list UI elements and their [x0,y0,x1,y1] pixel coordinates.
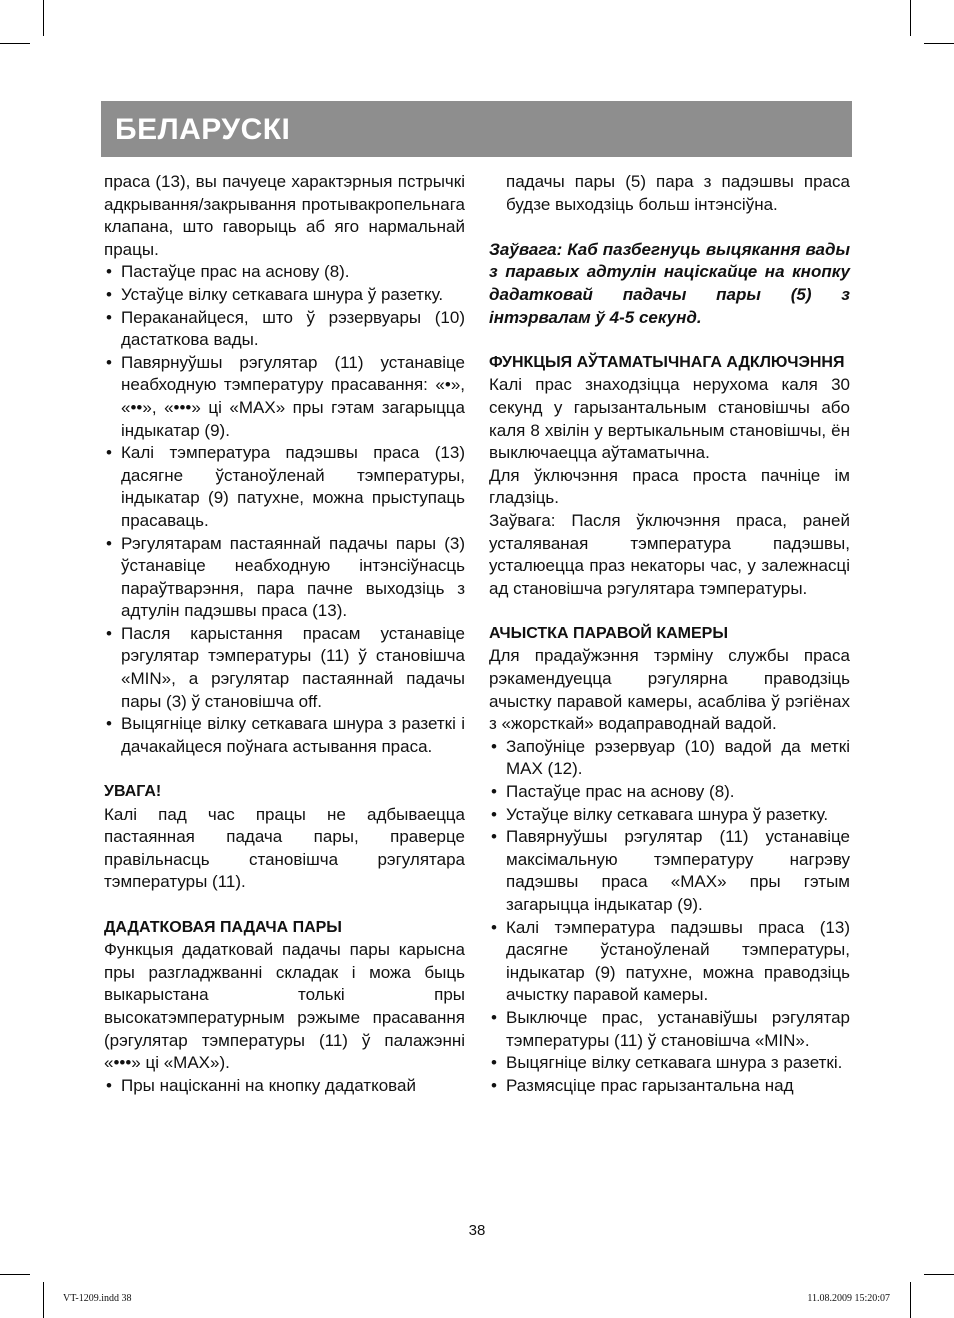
autooff-note: Заўвага: Пасля ўключэння праса, раней усталяваная тэмпература падэшвы, усталюецца праз некаторы час, у залежнасці ад становішча рэгулятара тэмпературы. [489,510,850,598]
list-item: • Павярнуўшы рэгулятар (11) устанавіце максімальную тэмпературу нагрэву падэшвы праса «MAX» пры гэтым загарыцца індыкатар (9). [489,826,850,916]
list-item: • Запоўніце рэзервуар (10) вадой да меткі MAX (12). [489,736,850,781]
crop-mark [0,43,30,44]
autooff-heading: ФУНКЦЫЯ АЎТАМАТЫЧНАГА АДКЛЮЧЭННЯ [489,353,845,371]
warning-text: Калі пад час працы не адбываецца пастаянная падача пары, праверце правільнасць становішча рэгулятара тэмпературы (11). [104,804,465,892]
crop-mark [924,1274,954,1275]
list-item: • Калі тэмпература падэшвы праса (13) дасягне ўстаноўленай тэмпературы, індыкатар (9) патухне, можна прыступаць прасаваць. [104,442,465,532]
list-item: • Калі тэмпература падэшвы праса (13) дасягне ўстаноўленай тэмпературы, індыкатар (9) патухне, можна праводзіць ачыстку паравой камеры. [489,917,850,1007]
list-item: • Пасля карыстання прасам устанавіце рэгулятар тэмпературы (11) ў становішча «MIN», а рэгулятар пастаяннай падачы пары (3) ў становішча off. [104,623,465,713]
list-item: • Выцягніце вілку сеткавага шнура з разеткі і дачакайцеся поўнага астывання праса. [104,713,465,758]
extra-steam-text: Функцыя дадатковай падачы пары карысна пры разгладжванні складак і можа быць выкарыстана толькі пры высокатэмпературным рэжыме прасавання (рэгулятар тэмпературы (11) ў палажэнні «•••» ці «MAX»). [104,940,465,1073]
list-item: • Устаўце вілку сеткавага шнура ў разетку. [104,284,465,307]
crop-mark [924,43,954,44]
footer-file-info: VT-1209.indd 38 [63,1293,132,1304]
page-number: 38 [468,1222,486,1239]
page-title: БЕЛАРУСКІ [115,113,291,146]
crop-mark [43,1282,44,1318]
cleaning-intro: Для прадаўжэння тэрміну службы праса рэкамендуецца рэгулярна праводзіць ачыстку паравой камеры, асабліва ў рэгіёнах з «жорсткай» водаправоднай вадой. [489,646,850,734]
list-item: • Пастаўце прас на аснову (8). [489,781,850,804]
list-item: • Выцягніце вілку сеткавага шнура з разеткі. [489,1052,850,1075]
intro-paragraph: праса (13), вы пачуеце характэрныя пстрычкі адкрывання/закрывання протывакропельнага клапана, што гаворыць аб яго нармальнай працы. [104,172,465,259]
footer-timestamp: 11.08.2009 15:20:07 [807,1293,890,1304]
cleaning-steps-list [489,736,850,1098]
crop-mark [910,1282,911,1318]
right-column [489,171,850,1097]
crop-mark [910,0,911,36]
autooff-paragraph: Калі прас знаходзіцца нерухома каля 30 секунд у гарызантальным становішчы або каля 8 хвілін у вертыкальным становішчы, ён выключаецца аўтаматычна. [489,375,850,463]
list-item: • Устаўце вілку сеткавага шнура ў разетку. [489,804,850,827]
section-header [101,101,852,157]
extra-steam-list [104,1075,465,1098]
steam-note: Заўвага: Каб пазбегнуць выцякання вады з паравых адтулін націскайце на кнопку дадатковай падачы пары (5) з інтэрвалам ў 4-5 секунд. [489,239,850,327]
ironing-steps-list [104,261,465,758]
autooff-paragraph: Для ўключэння праса проста пачніце ім гладзіць. [489,465,850,508]
list-item: • Пры націсканні на кнопку дадатковай [104,1075,465,1098]
warning-heading: УВАГА! [104,783,162,801]
left-column [104,171,465,1097]
cleaning-heading: АЧЫСТКА ПАРАВОЙ КАМЕРЫ [489,624,729,642]
crop-mark [43,0,44,36]
list-item: • Пастаўце прас на аснову (8). [104,261,465,284]
continuation-text: падачы пары (5) пара з падэшвы праса будзе выходзіць больш інтэнсіўна. [506,172,850,214]
list-item: • Размясціце прас гарызантальна над [489,1075,850,1098]
list-item: • Пераканайцеся, што ў рэзервуары (10) дастаткова вады. [104,307,465,352]
list-item: • Выключце прас, устанавіўшы рэгулятар тэмпературы (11) ў становішча «MIN». [489,1007,850,1052]
list-item: • Павярнуўшы рэгулятар (11) устанавіце неабходную тэмпературу прасавання: «•», «••», «•••» ці «MAX» пры гэтам загарыцца індыкатар (9). [104,352,465,442]
crop-mark [0,1274,30,1275]
list-item: • Рэгулятарам пастаяннай падачы пары (3) ўстанавіце неабходную інтэнсіўнасць параўтварэння, пара пачне выходзіць з адтулін падэшвы праса (13). [104,533,465,623]
extra-steam-heading: ДАДАТКОВАЯ ПАДАЧА ПАРЫ [104,918,342,936]
